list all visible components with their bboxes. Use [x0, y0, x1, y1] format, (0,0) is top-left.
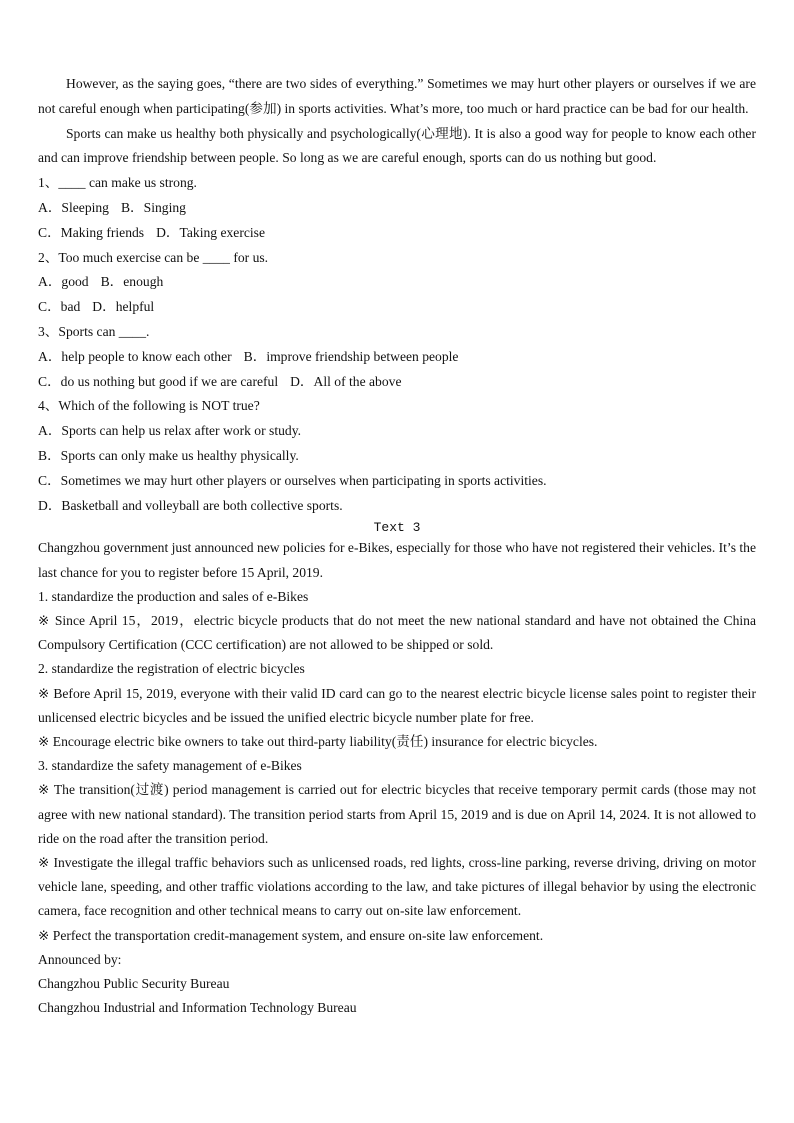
- option-row: [38, 469, 756, 494]
- passage-paragraph: However, as the saying goes, “there are two sides of everything.” Sometimes we may hurt other players or ourselves if we are not careful enough when participating(参加) in sports activities. What’s more, too much or hard practice can be bad for our health.: [38, 76, 756, 116]
- text3-paragraph: ※ Since April 15，2019，electric bicycle products that do not meet the new national standard and have not obtained the China Compulsory Certification (CCC certification) are not allowed to be shipped or sold.: [38, 612, 756, 653]
- answer-option: B．improve friendship between people: [243, 348, 459, 364]
- passage-paragraph: Sports can make us healthy both physically and psychologically(心理地). It is also a good way for people to know each other and can improve friendship between people. So long as we are careful enough, sports can do us nothing but good.: [38, 125, 756, 166]
- option-row: [38, 370, 756, 395]
- answer-option: D．Basketball and volleyball are both collective sports.: [38, 497, 343, 513]
- option-row: [38, 196, 756, 221]
- answer-option: D．All of the above: [290, 373, 402, 389]
- question-stem: 2、Too much exercise can be ____ for us.: [38, 249, 269, 265]
- option-row: [38, 494, 756, 519]
- answer-option: A．good: [38, 274, 89, 290]
- text3-paragraph: 1. standardize the production and sales of e-Bikes: [38, 588, 309, 604]
- section-heading: Text 3: [373, 520, 421, 536]
- option-row: [38, 221, 756, 246]
- text3-paragraph: ※ The transition(过渡) period management is carried out for electric bicycles that receive temporary permit cards (those may not agree with new national standard). The transition period starts from April 15, 2019 and is due on April 14, 2024. It is not allowed to ride on the road after the transition period.: [38, 782, 756, 846]
- option-row: [38, 345, 756, 370]
- answer-option: A．help people to know each other: [38, 348, 232, 364]
- document-page: [38, 72, 756, 1020]
- answer-option: B．enough: [100, 274, 164, 290]
- text3-paragraph: Announced by:: [38, 951, 122, 967]
- answer-option: C．do us nothing but good if we are careful: [38, 373, 279, 389]
- answer-option: A．Sleeping: [38, 199, 109, 215]
- option-row: [38, 419, 756, 444]
- text3-paragraph: ※ Perfect the transportation credit-management system, and ensure on-site law enforcement.: [38, 927, 544, 943]
- answer-option: C．bad: [38, 299, 81, 315]
- questions: [38, 171, 756, 518]
- text3-paragraph: ※ Investigate the illegal traffic behaviors such as unlicensed roads, red lights, cross-line parking, reverse driving, driving on motor vehicle lane, speeding, and other traffic violations according to the law, and take pictures of illegal behavior by using the electronic camera, face recognition and other technical means to carry out on-site law enforcement.: [38, 854, 756, 919]
- answer-option: A．Sports can help us relax after work or study.: [38, 423, 302, 439]
- option-row: [38, 270, 756, 295]
- text3-paragraph: Changzhou government just announced new policies for e-Bikes, especially for those who have not registered their vehicles. It’s the last chance for you to register before 15 April, 2019.: [38, 540, 756, 580]
- answer-option: C．Sometimes we may hurt other players or ourselves when participating in sports activities.: [38, 472, 547, 488]
- text3-paragraph: ※ Before April 15, 2019, everyone with their valid ID card can go to the nearest electric bicycle license sales point to register their unlicensed electric bicycles and be issued the unified electric bicycle number plate for free.: [38, 685, 756, 725]
- text3-paragraph: ※ Encourage electric bike owners to take out third-party liability(责任) insurance for electric bicycles.: [38, 733, 598, 749]
- answer-option: B．Sports can only make us healthy physically.: [38, 447, 299, 463]
- answer-option: D．helpful: [92, 299, 155, 315]
- option-row: [38, 444, 756, 469]
- question-stem: 4、Which of the following is NOT true?: [38, 398, 260, 414]
- text3-paragraph: Changzhou Industrial and Information Technology Bureau: [38, 1000, 357, 1016]
- answer-option: D．Taking exercise: [156, 224, 265, 240]
- text3-paragraph: Changzhou Public Security Bureau: [38, 976, 230, 991]
- question-stem: 3、Sports can ____.: [38, 323, 150, 339]
- text3-paragraph: 2. standardize the registration of electric bicycles: [38, 661, 305, 677]
- text3-body: [38, 536, 756, 1020]
- answer-option: C．Making friends: [38, 224, 145, 240]
- option-row: [38, 295, 756, 320]
- answer-option: B．Singing: [120, 199, 186, 215]
- question-stem: 1、____ can make us strong.: [38, 175, 197, 191]
- text3-paragraph: 3. standardize the safety management of e-Bikes: [38, 758, 302, 774]
